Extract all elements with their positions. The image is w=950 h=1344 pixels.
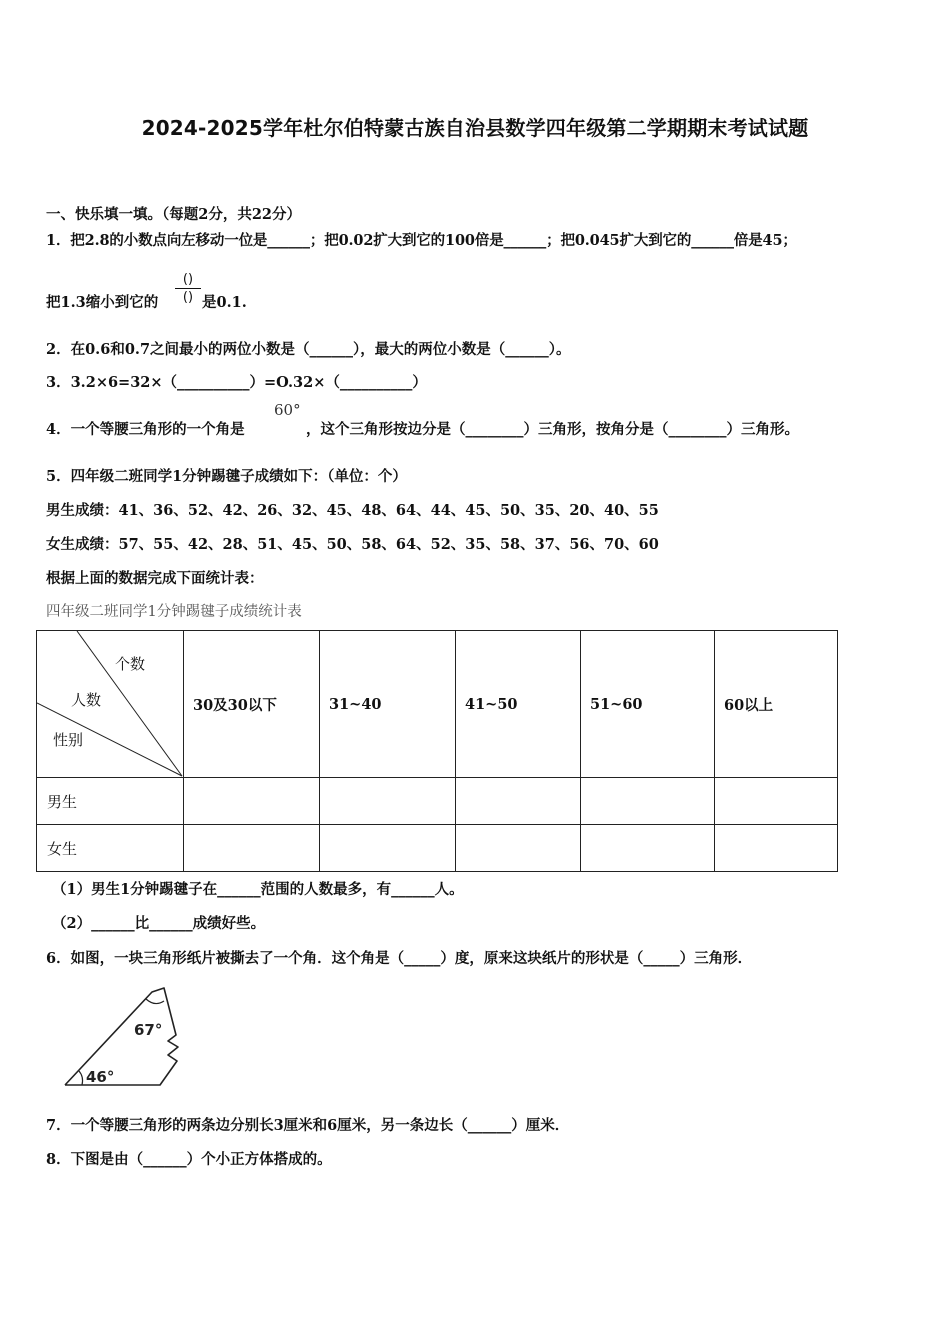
question-7: 7．一个等腰三角形的两条边分别长3厘米和6厘米，另一条边长（______）厘米． [46, 1117, 570, 1134]
table-cell[interactable] [456, 825, 581, 872]
fraction-denominator: () [182, 290, 194, 305]
boys-scores: 男生成绩：41、36、52、42、26、32、45、48、64、44、45、50、35、20、40、55 [46, 502, 659, 519]
question-1-line-2-suffix: 是0.1. [202, 294, 247, 311]
angle-label-46: 46° [86, 1068, 115, 1086]
angle-arc-top [146, 999, 164, 1004]
table-instruction: 根据上面的数据完成下面统计表： [46, 570, 264, 587]
angle-arc-left [79, 1071, 83, 1085]
fraction-bar [175, 288, 201, 289]
angle-label-67: 67° [134, 1021, 163, 1039]
table-cell[interactable] [184, 825, 320, 872]
statistics-table [36, 630, 838, 872]
table-cell[interactable] [581, 778, 715, 825]
table-cell[interactable] [184, 778, 320, 825]
section-heading: 一、快乐填一填。（每题2分，共22分） [46, 206, 302, 223]
question-5-sub-1: （1）男生1分钟踢毽子在______范围的人数最多，有______人。 [52, 881, 464, 898]
column-header: 41~50 [456, 631, 581, 778]
question-5-sub-2: （2）______比______成绩好些。 [52, 915, 266, 932]
question-1-line-1: 1．把2.8的小数点向左移动一位是______；把0.02扩大到它的100倍是______；把0.045扩大到它的______倍是45； [46, 232, 797, 249]
torn-triangle-figure [60, 985, 190, 1090]
fraction-numerator: () [182, 272, 194, 287]
table-cell[interactable] [320, 778, 456, 825]
table-cell[interactable] [715, 825, 838, 872]
row-label-boys: 男生 [37, 778, 184, 825]
question-5-intro: 5．四年级二班同学1分钟踢毽子成绩如下：（单位：个） [46, 468, 407, 485]
diag-label-people: 人数 [71, 691, 102, 709]
diag-label-count: 个数 [115, 655, 146, 673]
table-cell[interactable] [320, 825, 456, 872]
table-cell[interactable] [581, 825, 715, 872]
table-caption: 四年级二班同学1分钟踢毽子成绩统计表 [46, 604, 302, 620]
blank-fraction [175, 272, 201, 305]
table-cell[interactable] [456, 778, 581, 825]
question-4-suffix: ，这个三角形按边分是（________）三角形，按角分是（________）三角形。 [306, 421, 799, 438]
diag-label-gender: 性别 [53, 731, 84, 749]
question-1-line-2-prefix: 把1.3缩小到它的 [46, 294, 159, 311]
question-2: 2．在0.6和0.7之间最小的两位小数是（______），最大的两位小数是（______）。 [46, 341, 571, 358]
column-header: 60以上 [715, 631, 838, 778]
table-row [37, 778, 838, 825]
table-row [37, 825, 838, 872]
page-title: 2024-2025学年杜尔伯特蒙古族自治县数学四年级第二学期期末考试试题 [141, 116, 809, 140]
diagonal-header-cell [37, 631, 184, 778]
girls-scores: 女生成绩：57、55、42、28、51、45、50、58、64、52、35、58、37、56、70、60 [46, 536, 659, 553]
question-3: 3．3.2×6=32×（__________）=O.32×（__________） [46, 374, 427, 391]
question-4-prefix: 4．一个等腰三角形的一个角是 [46, 421, 245, 438]
angle-60-degree: 60° [274, 401, 301, 419]
diagonal-lines [37, 631, 183, 777]
question-8: 8．下图是由（______）个小正方体搭成的。 [46, 1151, 332, 1168]
question-6: 6．如图，一块三角形纸片被撕去了一个角．这个角是（_____）度，原来这块纸片的形状是（_____）三角形． [46, 950, 753, 967]
column-header: 31~40 [320, 631, 456, 778]
column-header: 30及30以下 [184, 631, 320, 778]
table-header-row [37, 631, 838, 778]
table-cell[interactable] [715, 778, 838, 825]
column-header: 51~60 [581, 631, 715, 778]
row-label-girls: 女生 [37, 825, 184, 872]
